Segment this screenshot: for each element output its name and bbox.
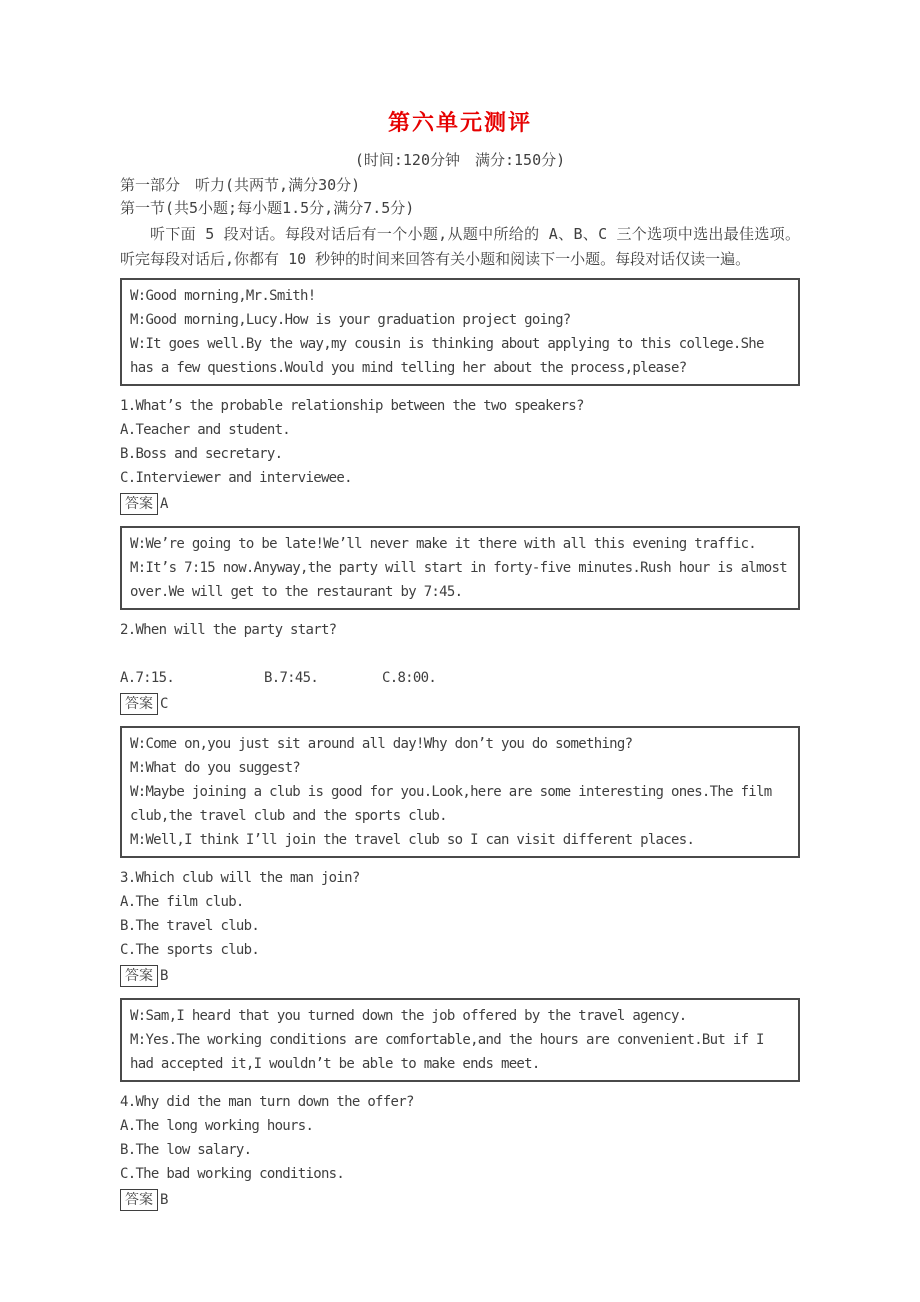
- dialogue-line: W:Good morning,Mr.Smith!: [130, 288, 316, 304]
- dialogue-line: M:It’s 7:15 now.Anyway,the party will start in forty-five minutes.Rush hour is almost over.We will get to the restaurant by 7:45.: [130, 560, 787, 600]
- dialogue-line: M:Well,I think I’ll join the travel club so I can visit different places.: [130, 832, 695, 848]
- dialogue-box: [120, 998, 800, 1082]
- listening-item-1: [120, 278, 800, 516]
- dialogue-box: [120, 526, 800, 610]
- answer-row: [120, 964, 800, 988]
- question-text: 2.When will the party start?: [120, 622, 337, 638]
- option-a: A.The film club.: [120, 894, 244, 910]
- option-a: A.Teacher and student.: [120, 422, 291, 438]
- section-heading: 第一节(共5小题;每小题1.5分,满分7.5分): [120, 199, 415, 217]
- listening-item-2: [120, 526, 800, 716]
- answer-label: 答案: [120, 965, 158, 987]
- listening-item-3: [120, 726, 800, 988]
- listening-instructions: 听下面 5 段对话。每段对话后有一个小题,从题中所给的 A、B、C 三个选项中选出最佳选项。听完每段对话后,你都有 10 秒钟的时间来回答有关小题和阅读下一小题。每段对话仅读一遍。: [120, 225, 800, 268]
- answer-label: 答案: [120, 493, 158, 515]
- page-title: 第六单元测评: [387, 110, 532, 135]
- dialogue-line: W:Come on,you just sit around all day!Why don’t you do something?: [130, 736, 633, 752]
- answer-value: B: [160, 968, 168, 984]
- option-a: A.7:15.: [120, 670, 175, 686]
- answer-row: [120, 1188, 800, 1212]
- answer-row: [120, 492, 800, 516]
- dialogue-line: M:Yes.The working conditions are comfortable,and the hours are convenient.But if I had accepted it,I wouldn’t be able to make ends meet.: [130, 1032, 764, 1072]
- part-heading: 第一部分 听力(共两节,满分30分): [120, 176, 361, 194]
- option-c: C.Interviewer and interviewee.: [120, 470, 352, 486]
- option-c: C.8:00.: [382, 670, 437, 686]
- answer-label: 答案: [120, 693, 158, 715]
- dialogue-line: W:We’re going to be late!We’ll never make it there with all this evening traffic.: [130, 536, 757, 552]
- answer-label: 答案: [120, 1189, 158, 1211]
- option-a: A.The long working hours.: [120, 1118, 314, 1134]
- dialogue-box: [120, 726, 800, 858]
- option-c: C.The bad working conditions.: [120, 1166, 345, 1182]
- answer-value: A: [160, 496, 168, 512]
- listening-item-4: [120, 998, 800, 1212]
- option-c: C.The sports club.: [120, 942, 260, 958]
- exam-time-score: (时间:120分钟 满分:150分): [354, 151, 566, 169]
- dialogue-line: W:Sam,I heard that you turned down the job offered by the travel agency.: [130, 1008, 687, 1024]
- dialogue-box: [120, 278, 800, 386]
- answer-value: C: [160, 696, 168, 712]
- option-b: B.The low salary.: [120, 1142, 252, 1158]
- dialogue-line: M:Good morning,Lucy.How is your graduation project going?: [130, 312, 571, 328]
- dialogue-line: M:What do you suggest?: [130, 760, 301, 776]
- option-b: B.Boss and secretary.: [120, 446, 283, 462]
- options-row: [120, 666, 800, 690]
- question-text: 4.Why did the man turn down the offer?: [120, 1094, 414, 1110]
- dialogue-line: W:Maybe joining a club is good for you.Look,here are some interesting ones.The film club,the travel club and the sports club.: [130, 784, 772, 824]
- option-b: B.7:45.: [264, 670, 319, 686]
- answer-row: [120, 692, 800, 716]
- question-text: 3.Which club will the man join?: [120, 870, 360, 886]
- question-text: 1.What’s the probable relationship between the two speakers?: [120, 398, 584, 414]
- answer-value: B: [160, 1192, 168, 1208]
- dialogue-line: W:It goes well.By the way,my cousin is thinking about applying to this college.She has a few questions.Would you mind telling her about the process,please?: [130, 336, 764, 376]
- option-b: B.The travel club.: [120, 918, 260, 934]
